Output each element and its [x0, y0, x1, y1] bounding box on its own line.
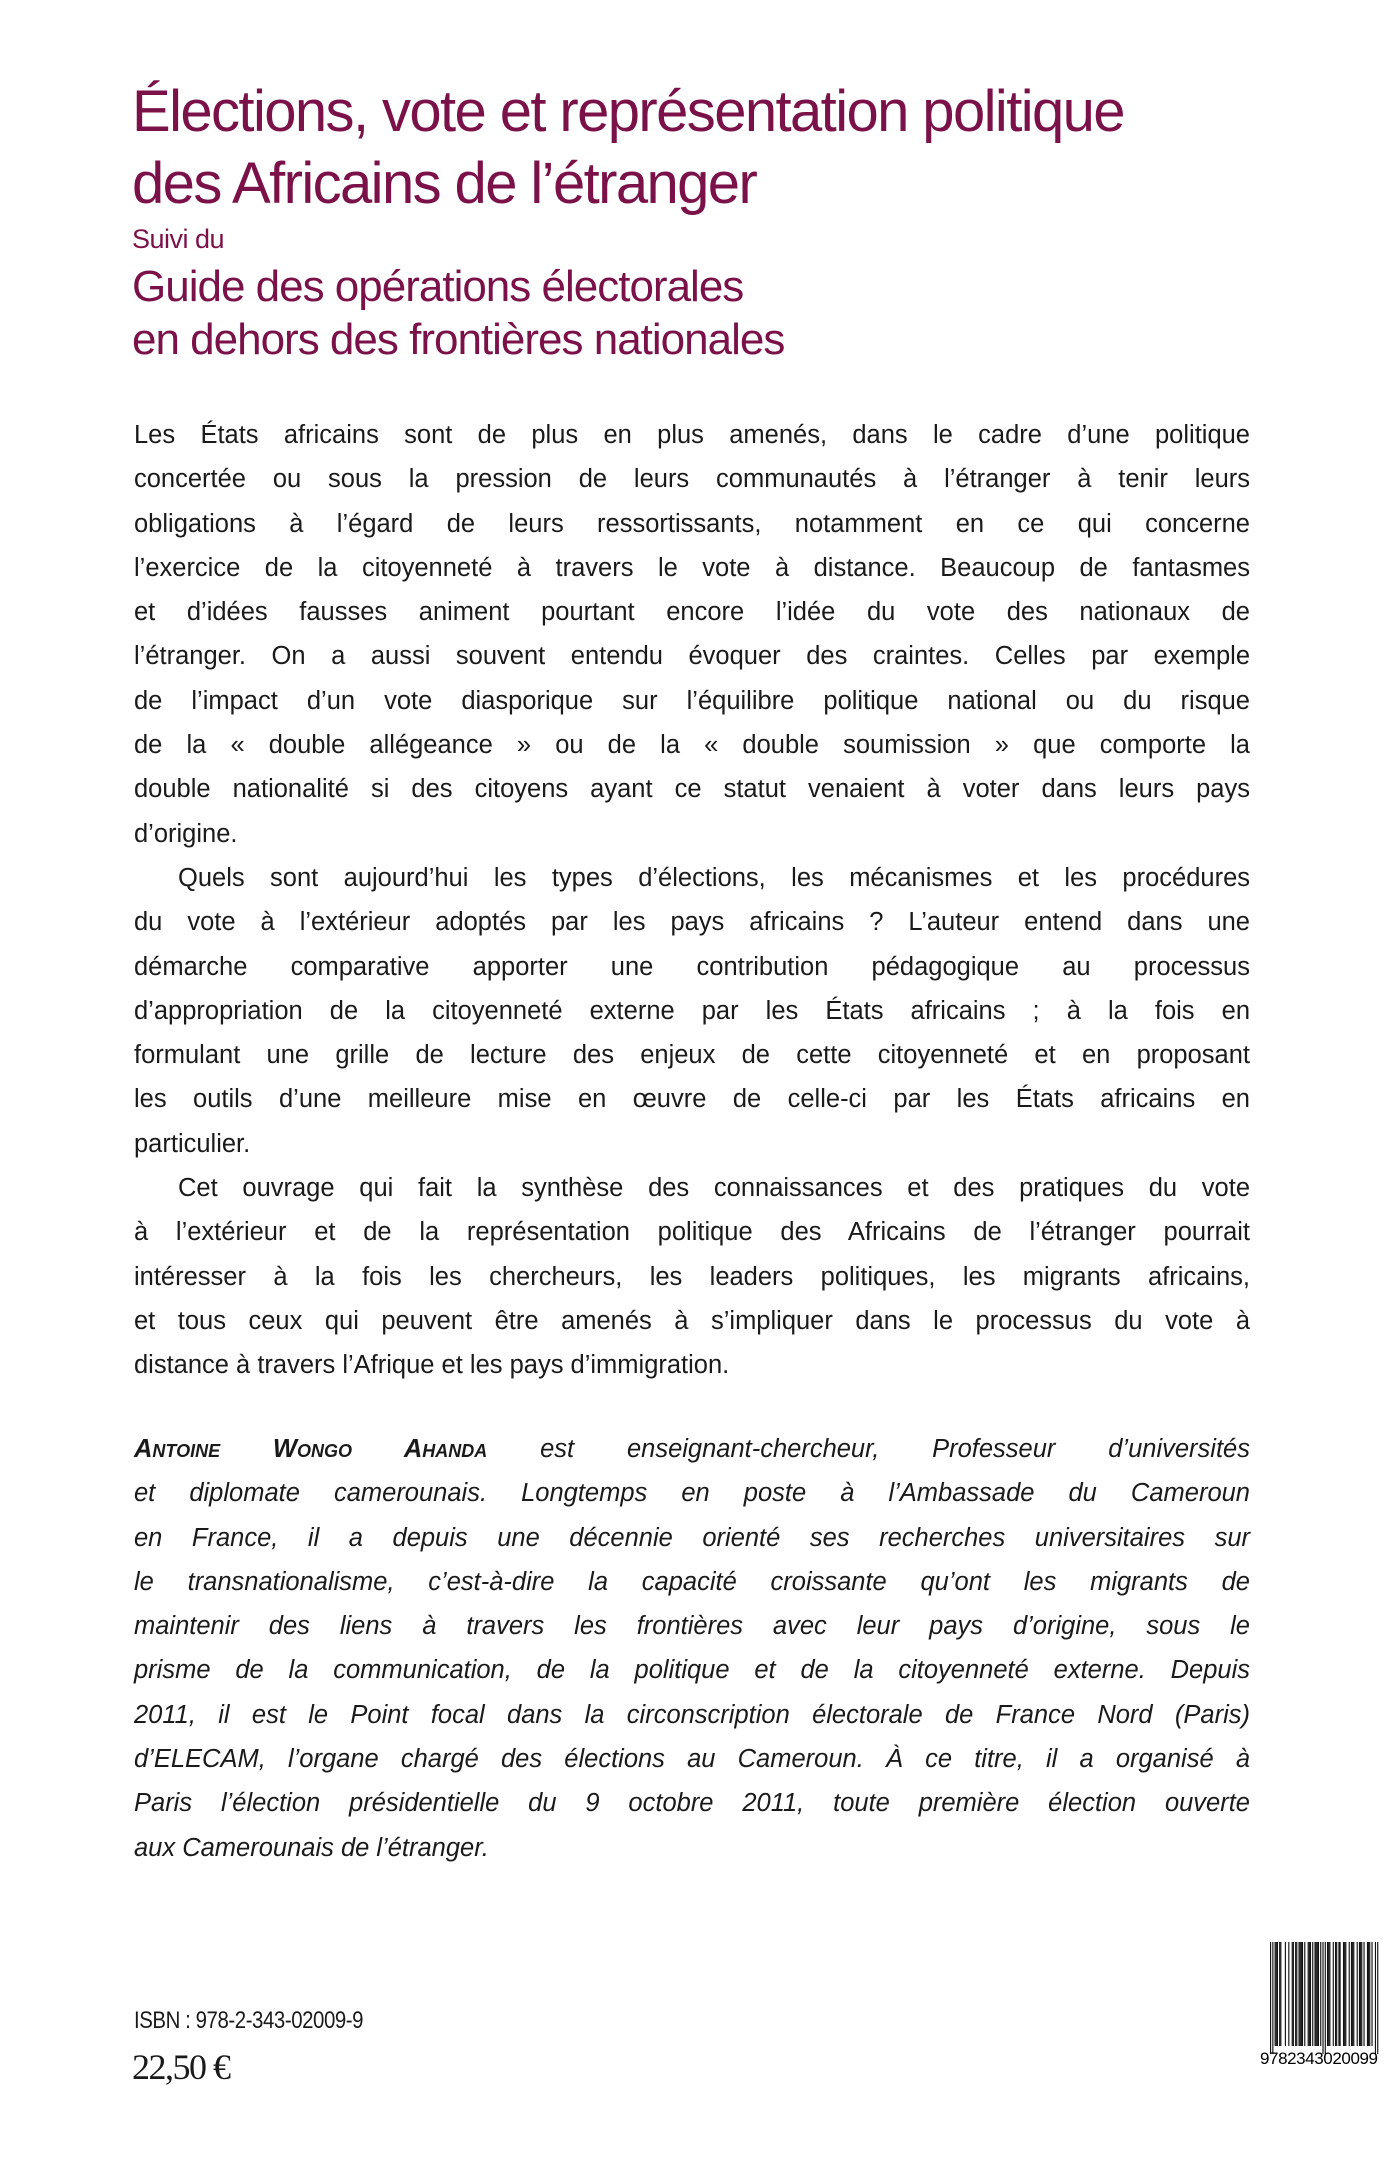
blurb-line: Les États africains sont de plus en plus amenés, dans le cadre d’une politique	[134, 421, 1250, 449]
bio-line: d’ELECAM, l’organe chargé des élections au Cameroun. À ce titre, il a organisé à	[134, 1745, 1250, 1774]
barcode-bar	[1335, 1942, 1336, 2046]
blurb-line: concertée ou sous la pression de leurs communautés à l’étranger à tenir leurs	[134, 465, 1250, 494]
blurb-line: et d’idées fausses animent pourtant encore l’idée du vote des nationaux de	[134, 598, 1250, 627]
blurb-line: de la « double allégeance » ou de la « double soumission » que comporte la	[134, 731, 1250, 760]
barcode-bar	[1333, 1942, 1334, 2046]
barcode-bar	[1328, 1942, 1329, 2046]
bio-line: Antoine Wongo Ahanda est enseignant-chercheur, Professeur d’universités	[134, 1435, 1250, 1463]
bio-line: maintenir des liens à travers les frontières avec leur pays d’origine, sous le	[134, 1612, 1250, 1641]
blurb-line: de l’impact d’un vote diasporique sur l’équilibre politique national ou du risque	[134, 686, 1250, 715]
barcode-bar	[1277, 1942, 1278, 2046]
blurb-line: formulant une grille de lecture des enjeux de cette citoyenneté et en proposant	[134, 1041, 1250, 1070]
barcode-bar	[1329, 1942, 1330, 2046]
book-title-line-1: Élections, vote et représentation politique	[132, 79, 1124, 144]
blurb-line: particulier.	[134, 1129, 251, 1158]
barcode-bar	[1301, 1942, 1302, 2046]
author-bio	[134, 1427, 1250, 1870]
bio-line: et diplomate camerounais. Longtemps en poste à l’Ambassade du Cameroun	[134, 1479, 1250, 1508]
barcode-bar	[1361, 1942, 1362, 2046]
barcode-bar	[1344, 1942, 1345, 2046]
blurb-line: Quels sont aujourd’hui les types d’élections, les mécanismes et les procédures	[178, 863, 1250, 892]
barcode-bar	[1299, 1942, 1300, 2046]
barcode-bar	[1300, 1942, 1301, 2046]
barcode-bar	[1304, 1942, 1305, 2046]
blurb-line: distance à travers l’Afrique et les pays d’immigration.	[134, 1351, 730, 1380]
barcode-bar	[1296, 1942, 1297, 2046]
blurb-line: intéresser à la fois les chercheurs, les leaders politiques, les migrants africains,	[134, 1262, 1250, 1291]
subtitle-line-2: en dehors des frontières nationales	[132, 315, 785, 364]
barcode-bar	[1314, 1942, 1315, 2046]
subtitle-line-1: Guide des opérations électorales	[132, 262, 744, 311]
barcode-bar	[1309, 1942, 1310, 2046]
barcode-bar	[1357, 1942, 1358, 2046]
barcode	[1258, 1940, 1386, 2075]
barcode-bar	[1368, 1942, 1369, 2046]
barcode-bar	[1338, 1942, 1339, 2046]
author-name: Antoine Wongo Ahanda	[134, 1435, 488, 1463]
blurb-line: les outils d’une meilleure mise en œuvre de celle-ci par les États africains en	[134, 1085, 1250, 1114]
blurb-line: du vote à l’extérieur adoptés par les pays africains ? L’auteur entend dans une	[134, 908, 1250, 937]
bio-line: aux Camerounais de l’étranger.	[134, 1833, 489, 1862]
barcode-bar	[1295, 1942, 1296, 2046]
barcode-bar	[1359, 1942, 1360, 2046]
bio-line: le transnationalisme, c’est-à-dire la capacité croissante qu’ont les migrants de	[134, 1567, 1250, 1596]
barcode-bar	[1308, 1942, 1309, 2046]
barcode-bar	[1317, 1942, 1318, 2046]
blurb-line: obligations à l’égard de leurs ressortissants, notamment en ce qui concerne	[134, 509, 1250, 538]
barcode-bar	[1318, 1942, 1319, 2046]
blurb-line: à l’extérieur et de la représentation politique des Africains de l’étranger pourrait	[134, 1218, 1250, 1247]
barcode-bar	[1371, 1942, 1372, 2046]
barcode-bar	[1270, 1942, 1271, 2054]
bio-line: Paris l’élection présidentielle du 9 octobre 2011, toute première élection ouverte	[134, 1789, 1250, 1818]
barcode-bar	[1302, 1942, 1303, 2046]
barcode-bar	[1279, 1942, 1280, 2046]
bio-line: en France, il a depuis une décennie orienté ses recherches universitaires sur	[134, 1523, 1250, 1552]
barcode-bar	[1349, 1942, 1350, 2046]
barcode-bar	[1312, 1942, 1313, 2046]
barcode-bar	[1345, 1942, 1346, 2046]
barcode-bar	[1377, 1942, 1378, 2054]
book-title-line-2: des Africains de l’étranger	[132, 151, 757, 216]
barcode-bar	[1363, 1942, 1364, 2046]
bio-line: prisme de la communication, de la politique et de la citoyenneté externe. Depuis	[134, 1656, 1250, 1685]
price: 22,50 €	[132, 2047, 230, 2087]
barcode-bar	[1351, 1942, 1352, 2046]
barcode-bar	[1343, 1942, 1344, 2046]
barcode-bar	[1352, 1942, 1353, 2046]
blurb-line: d’origine.	[134, 819, 238, 848]
blurb-line: démarche comparative apporter une contribution pédagogique au processus	[134, 952, 1250, 981]
barcode-digits: 9782343020099	[1260, 2049, 1378, 2068]
barcode-bar	[1276, 1942, 1277, 2046]
barcode-bar	[1322, 1942, 1323, 2054]
barcode-bar	[1320, 1942, 1321, 2046]
barcode-bar	[1275, 1942, 1276, 2046]
subtitle-connector: Suivi du	[132, 224, 225, 254]
barcode-bar	[1316, 1942, 1317, 2046]
barcode-bar	[1288, 1942, 1289, 2046]
blurb-line: d’appropriation de la citoyenneté externe par les États africains ; à la fois en	[134, 996, 1250, 1025]
barcode-bar	[1310, 1942, 1311, 2046]
blurb-line: l’exercice de la citoyenneté à travers le vote à distance. Beaucoup de fantasmes	[134, 553, 1250, 582]
blurb-line: double nationalité si des citoyens ayant ce statut venaient à voter dans leurs pays	[134, 775, 1250, 804]
barcode-bar	[1285, 1942, 1286, 2046]
barcode-bar	[1327, 1942, 1328, 2046]
barcode-bar	[1325, 1942, 1326, 2054]
barcode-bar	[1293, 1942, 1294, 2046]
barcode-bar	[1369, 1942, 1370, 2046]
bio-line: 2011, il est le Point focal dans la circonscription électorale de France Nord (Paris)	[134, 1700, 1250, 1729]
blurb-line: l’étranger. On a aussi souvent entendu évoquer des craintes. Celles par exemple	[134, 642, 1250, 671]
blurb	[134, 413, 1250, 1388]
barcode-bar	[1367, 1942, 1368, 2046]
barcode-bar	[1292, 1942, 1293, 2046]
barcode-bar	[1360, 1942, 1361, 2046]
barcode-bar	[1280, 1942, 1281, 2046]
barcode-bar	[1375, 1942, 1376, 2054]
barcode-bar	[1340, 1942, 1341, 2046]
barcode-bar	[1272, 1942, 1273, 2054]
barcode-bar	[1353, 1942, 1354, 2046]
blurb-line: Cet ouvrage qui fait la synthèse des connaissances et des pratiques du vote	[178, 1174, 1250, 1203]
isbn: ISBN : 978-2-343-02009-9	[134, 2007, 364, 2034]
barcode-bar	[1336, 1942, 1337, 2046]
blurb-line: et tous ceux qui peuvent être amenés à s’impliquer dans le processus du vote à	[134, 1306, 1250, 1335]
